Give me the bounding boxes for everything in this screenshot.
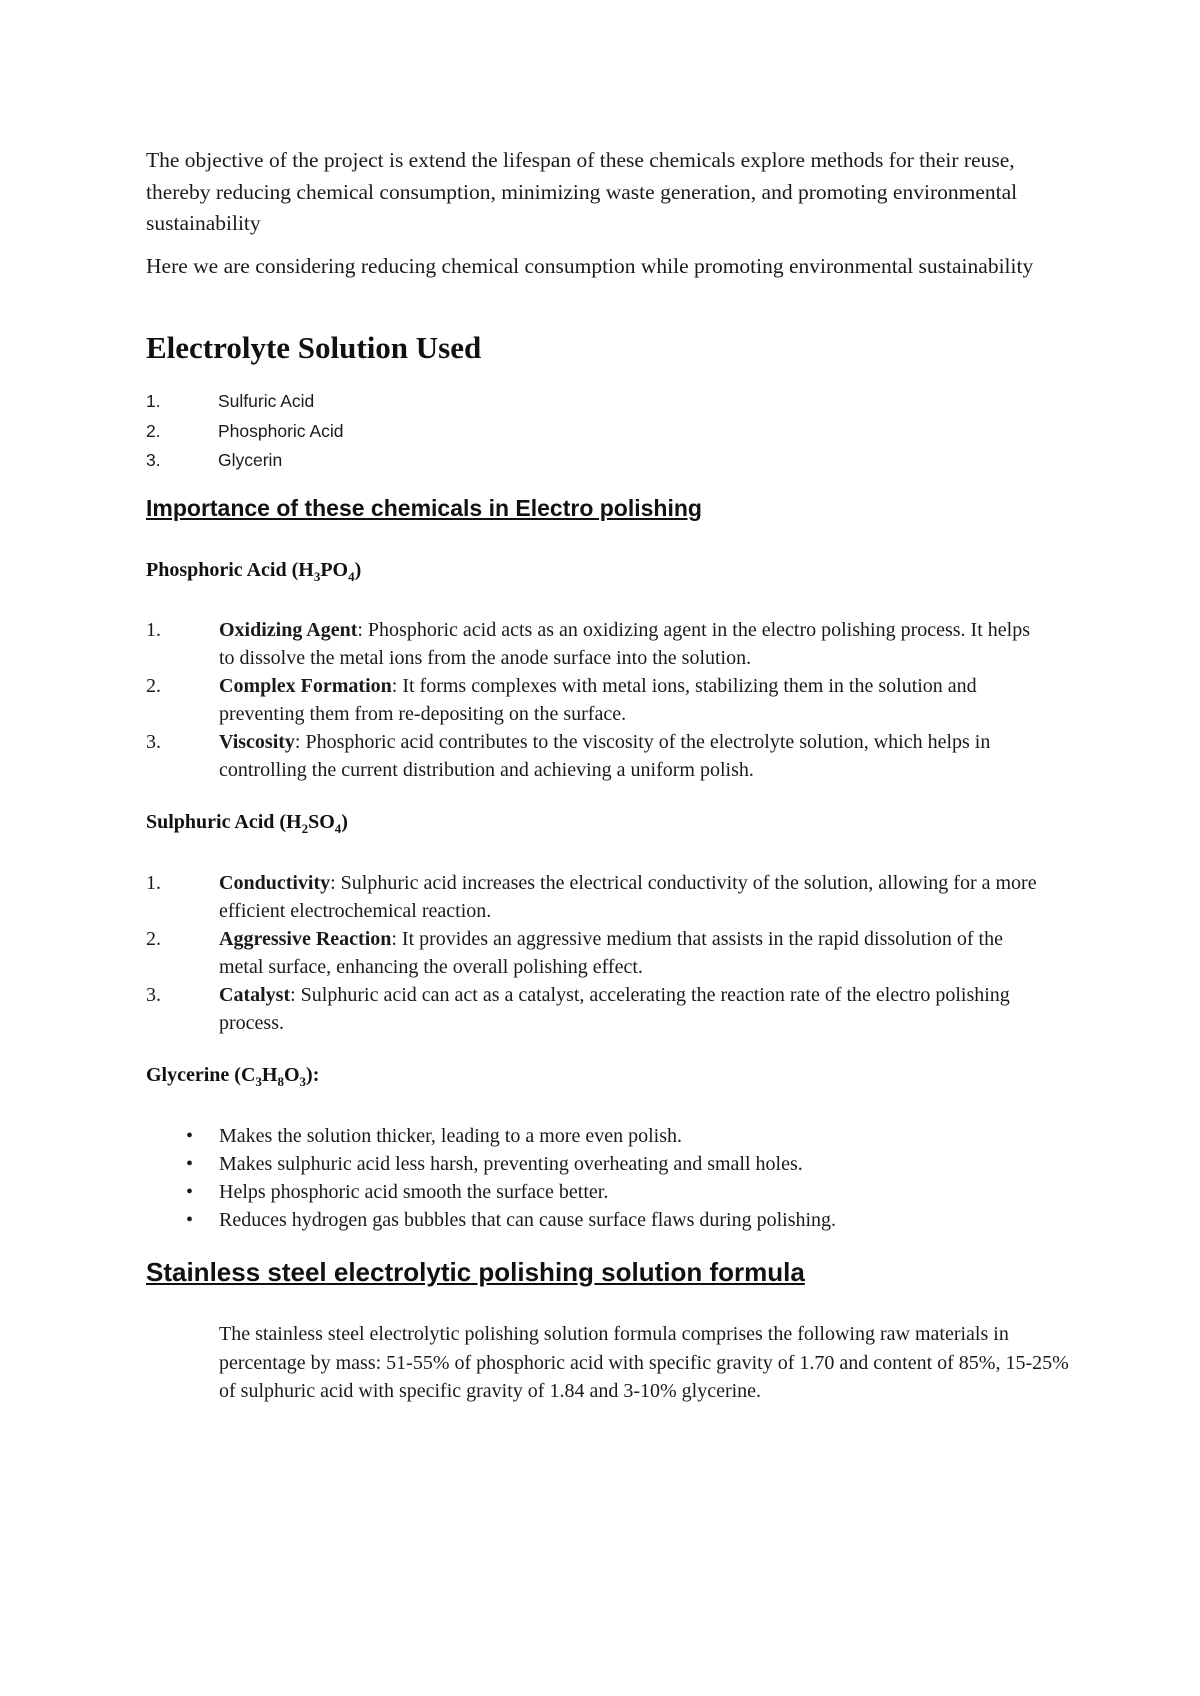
bullet-icon: •: [186, 1153, 194, 1175]
list-item: [146, 446, 344, 476]
formula-element: O: [283, 1064, 300, 1086]
bullet-icon: •: [186, 1209, 194, 1231]
list-item: [146, 417, 344, 447]
list-text: Reduces hydrogen gas bubbles that can cause surface flaws during polishing.: [219, 1209, 837, 1231]
formula-paragraph: The stainless steel electrolytic polishing solution formula comprises the following raw materials in percentage by mass: 51-55% of phosphoric acid with specific gravity of 1.70 and content of 85%, 15-25% of sulphuric acid with specific gravity of 1.84 and 3-10% glycerine.: [219, 1323, 1069, 1402]
list-number: 3.: [146, 984, 161, 1006]
list-text: Helps phosphoric acid smooth the surface better.: [219, 1181, 609, 1203]
heading-text-end: ):: [306, 1064, 320, 1086]
list-item: [146, 616, 1039, 672]
stainless-heading: Stainless steel electrolytic polishing solution formula: [146, 1257, 805, 1287]
list-item: [146, 1122, 836, 1150]
list-item: [146, 672, 1039, 728]
glycerine-list: [146, 1122, 836, 1234]
list-text: Phosphoric Acid: [218, 420, 344, 441]
list-item: [146, 1178, 836, 1206]
list-item: [146, 1206, 836, 1234]
formula-element: H: [261, 1064, 278, 1086]
heading-text-end: ): [341, 811, 348, 833]
list-item: [146, 1150, 836, 1178]
term: Oxidizing Agent: [219, 619, 358, 641]
intro-paragraph: The objective of the project is extend the lifespan of these chemicals explore methods for their reuse, thereby reducing chemical consumption, minimizing waste generation, and promoting environmental sustainability: [146, 148, 1018, 235]
formula-subscript: 3: [313, 569, 321, 584]
list-text: : Sulphuric acid increases the electrical conductivity of the solution, allowing for a more efficient electrochemical reaction.: [219, 872, 1037, 922]
intro-paragraph-2: Here we are considering reducing chemical consumption while promoting environmental sustainability: [146, 254, 1034, 278]
list-number: 3.: [146, 450, 161, 470]
formula-subscript: 3: [299, 1074, 307, 1089]
list-number: 1.: [146, 872, 161, 894]
importance-heading: Importance of these chemicals in Electro polishing: [146, 495, 702, 521]
term: Viscosity: [219, 731, 295, 753]
formula-element: C: [240, 1064, 256, 1086]
term: Complex Formation: [219, 675, 392, 697]
list-text: Glycerin: [218, 450, 283, 470]
list-number: 1.: [146, 391, 161, 411]
formula-element: H: [286, 811, 302, 833]
list-number: 2.: [146, 928, 161, 950]
list-text: : It provides an aggressive medium that assists in the rapid dissolution of the metal surface, enhancing the overall polishing effect.: [219, 928, 1003, 978]
electrolyte-list: [146, 387, 344, 476]
list-text: Makes the solution thicker, leading to a more even polish.: [219, 1125, 682, 1147]
list-item: [146, 981, 1039, 1037]
bullet-icon: •: [186, 1181, 194, 1203]
formula-subscript: 8: [277, 1074, 284, 1089]
formula-subscript: 4: [334, 821, 342, 836]
term: Aggressive Reaction: [219, 928, 392, 950]
list-item: [146, 728, 1039, 784]
list-text: Makes sulphuric acid less harsh, preventing overheating and small holes.: [219, 1153, 803, 1175]
formula-element: H: [298, 559, 314, 581]
list-item: [146, 387, 344, 417]
heading-text: Glycerine (: [146, 1064, 241, 1086]
sulphuric-list: [146, 869, 1039, 1037]
list-number: 2.: [146, 420, 161, 441]
phosphoric-list: [146, 616, 1039, 784]
bullet-icon: •: [186, 1125, 194, 1147]
list-text: : Phosphoric acid acts as an oxidizing agent in the electro polishing process. It helps to dissolve the metal ions from the anode surface into the solution.: [219, 619, 1030, 669]
phosphoric-heading: [146, 559, 361, 585]
glycerine-heading: [146, 1064, 319, 1090]
list-item: [146, 925, 1039, 981]
list-text: : Phosphoric acid contributes to the viscosity of the electrolyte solution, which helps in controlling the current distribution and achieving a uniform polish.: [219, 731, 991, 781]
term: Conductivity: [219, 872, 331, 894]
formula-element: PO: [320, 559, 349, 581]
formula-subscript: 4: [348, 569, 355, 584]
formula-subscript: 2: [301, 821, 309, 836]
heading-text: Phosphoric Acid (: [146, 559, 299, 581]
sulphuric-heading: [146, 811, 348, 837]
formula-subscript: 3: [255, 1074, 262, 1089]
electrolyte-heading: Electrolyte Solution Used: [146, 330, 482, 365]
formula-element: SO: [308, 811, 335, 833]
list-text: : It forms complexes with metal ions, stabilizing them in the solution and preventing them from re-depositing on the surface.: [219, 675, 977, 725]
list-number: 2.: [146, 675, 161, 697]
list-number: 3.: [146, 731, 161, 753]
list-text: : Sulphuric acid can act as a catalyst, accelerating the reaction rate of the electro polishing process.: [219, 984, 1010, 1034]
list-number: 1.: [146, 619, 161, 641]
term: Catalyst: [219, 984, 291, 1006]
heading-text-end: ): [354, 559, 362, 581]
heading-text: Sulphuric Acid (: [146, 811, 287, 833]
list-item: [146, 869, 1039, 925]
list-text: Sulfuric Acid: [218, 391, 315, 411]
